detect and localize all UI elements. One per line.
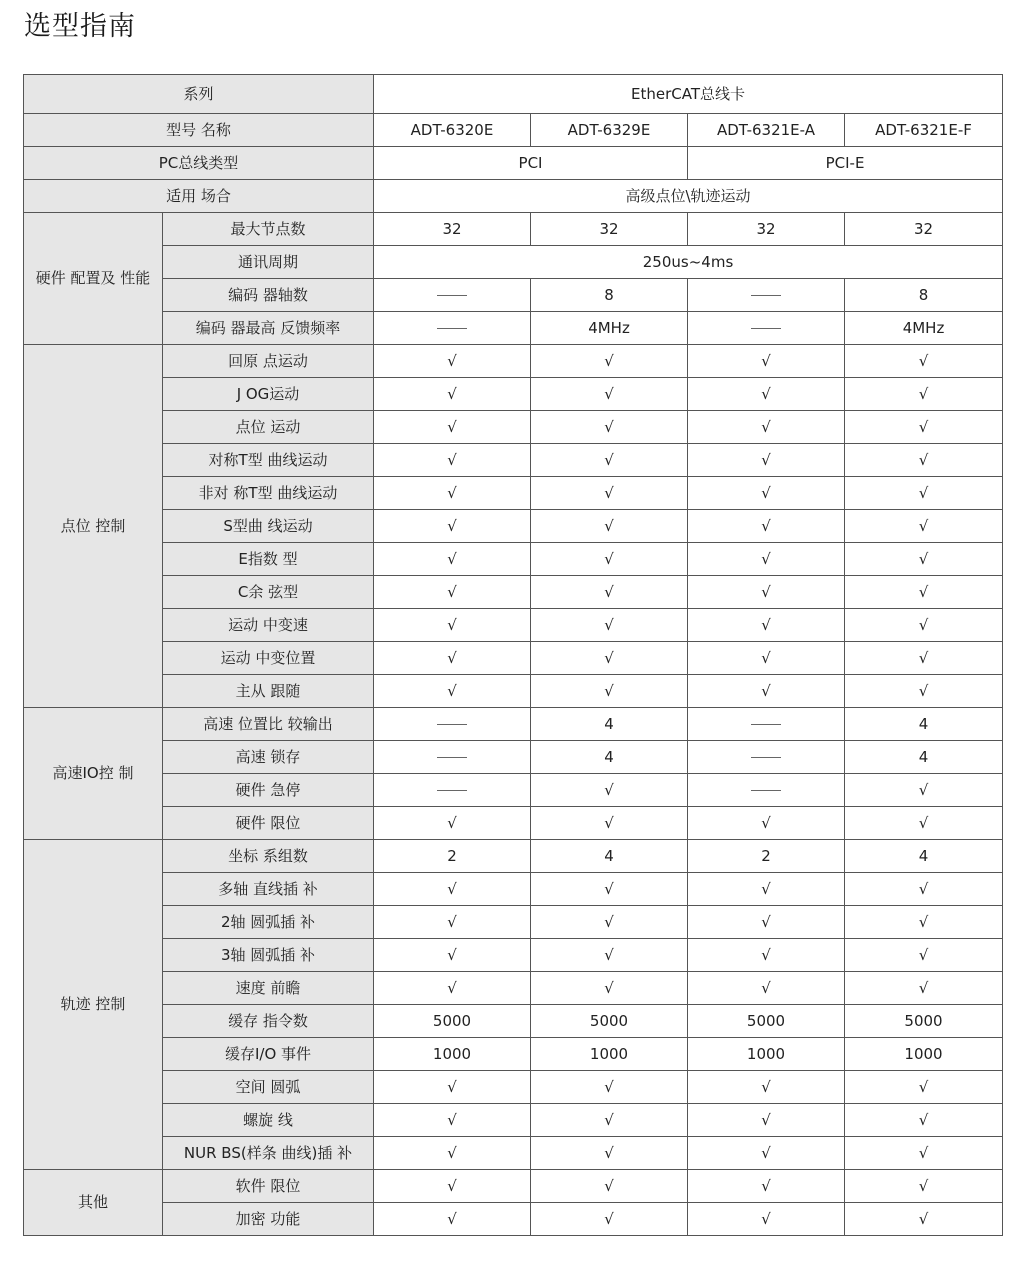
- feature-value: √: [688, 642, 845, 675]
- feature-value: √: [845, 510, 1003, 543]
- feature-label: 软件 限位: [163, 1170, 374, 1203]
- feature-label: 编码 器最高 反馈频率: [163, 312, 374, 345]
- application-label: 适用 场合: [24, 180, 374, 213]
- table-row: [24, 675, 1003, 708]
- feature-value: 4: [845, 840, 1003, 873]
- model-name: ADT-6320E: [374, 114, 531, 147]
- table-row: [24, 444, 1003, 477]
- feature-value: √: [374, 807, 531, 840]
- feature-value: √: [688, 1137, 845, 1170]
- application-value: 高级点位\轨迹运动: [374, 180, 1003, 213]
- feature-value: √: [374, 972, 531, 1005]
- table-row: [24, 774, 1003, 807]
- feature-value: 8: [531, 279, 688, 312]
- feature-label: 主从 跟随: [163, 675, 374, 708]
- table-row: [24, 741, 1003, 774]
- feature-value: [688, 741, 845, 774]
- model-label: 型号 名称: [24, 114, 374, 147]
- feature-label: 缓存 指令数: [163, 1005, 374, 1038]
- feature-value: √: [531, 807, 688, 840]
- table-row: [24, 642, 1003, 675]
- feature-value: √: [531, 378, 688, 411]
- dash-mark: [437, 757, 467, 758]
- feature-value: √: [845, 774, 1003, 807]
- feature-value: √: [688, 477, 845, 510]
- feature-value: √: [845, 477, 1003, 510]
- feature-value: √: [845, 873, 1003, 906]
- table-row: [24, 807, 1003, 840]
- feature-value: 2: [688, 840, 845, 873]
- feature-value: √: [531, 411, 688, 444]
- feature-label: 非对 称T型 曲线运动: [163, 477, 374, 510]
- feature-value: √: [845, 411, 1003, 444]
- feature-value: 250us~4ms: [374, 246, 1003, 279]
- feature-value: √: [688, 345, 845, 378]
- dash-mark: [751, 757, 781, 758]
- table-row: [24, 1038, 1003, 1071]
- feature-value: √: [531, 1071, 688, 1104]
- feature-value: √: [845, 345, 1003, 378]
- table-row: [24, 906, 1003, 939]
- model-name: ADT-6321E-A: [688, 114, 845, 147]
- dash-mark: [751, 790, 781, 791]
- feature-value: √: [374, 543, 531, 576]
- feature-value: √: [531, 972, 688, 1005]
- feature-value: [688, 279, 845, 312]
- table-row: [24, 147, 1003, 180]
- feature-value: √: [845, 807, 1003, 840]
- feature-value: √: [688, 543, 845, 576]
- feature-value: √: [374, 939, 531, 972]
- feature-value: √: [688, 510, 845, 543]
- table-row: [24, 873, 1003, 906]
- feature-value: √: [374, 1203, 531, 1236]
- feature-value: √: [845, 939, 1003, 972]
- feature-value: √: [374, 411, 531, 444]
- feature-value: √: [845, 1137, 1003, 1170]
- table-row: [24, 1170, 1003, 1203]
- feature-value: 1000: [374, 1038, 531, 1071]
- feature-value: √: [845, 1071, 1003, 1104]
- feature-value: 4: [531, 708, 688, 741]
- table-row: [24, 708, 1003, 741]
- group-label: 硬件 配置及 性能: [24, 213, 163, 345]
- feature-value: √: [845, 444, 1003, 477]
- feature-value: 4: [531, 741, 688, 774]
- feature-value: √: [374, 675, 531, 708]
- feature-value: 5000: [845, 1005, 1003, 1038]
- feature-value: 1000: [845, 1038, 1003, 1071]
- feature-label: 速度 前瞻: [163, 972, 374, 1005]
- feature-value: 4: [845, 708, 1003, 741]
- feature-value: √: [688, 972, 845, 1005]
- feature-value: √: [845, 378, 1003, 411]
- feature-value: √: [688, 1071, 845, 1104]
- feature-value: 4: [531, 840, 688, 873]
- feature-value: √: [531, 906, 688, 939]
- table-row: [24, 1137, 1003, 1170]
- feature-label: 回原 点运动: [163, 345, 374, 378]
- feature-value: √: [531, 444, 688, 477]
- dash-mark: [437, 295, 467, 296]
- feature-label: 加密 功能: [163, 1203, 374, 1236]
- feature-label: S型曲 线运动: [163, 510, 374, 543]
- table-row: [24, 114, 1003, 147]
- feature-label: 3轴 圆弧插 补: [163, 939, 374, 972]
- feature-value: √: [531, 477, 688, 510]
- model-name: ADT-6321E-F: [845, 114, 1003, 147]
- feature-value: [374, 741, 531, 774]
- feature-label: 缓存I/O 事件: [163, 1038, 374, 1071]
- feature-value: [374, 774, 531, 807]
- feature-value: √: [688, 444, 845, 477]
- feature-value: 5000: [531, 1005, 688, 1038]
- feature-label: E指数 型: [163, 543, 374, 576]
- table-row: [24, 477, 1003, 510]
- series-label: 系列: [24, 75, 374, 114]
- feature-value: 5000: [688, 1005, 845, 1038]
- feature-value: [688, 708, 845, 741]
- feature-value: √: [688, 1203, 845, 1236]
- feature-value: √: [374, 345, 531, 378]
- feature-value: √: [531, 642, 688, 675]
- table-row: [24, 576, 1003, 609]
- feature-value: √: [688, 576, 845, 609]
- table-row: [24, 1071, 1003, 1104]
- table-row: [24, 543, 1003, 576]
- feature-value: √: [688, 1170, 845, 1203]
- feature-value: √: [845, 1203, 1003, 1236]
- feature-value: √: [531, 774, 688, 807]
- table-row: [24, 609, 1003, 642]
- table-row: [24, 213, 1003, 246]
- feature-value: √: [531, 576, 688, 609]
- feature-value: √: [374, 1071, 531, 1104]
- dash-mark: [751, 328, 781, 329]
- feature-value: √: [845, 642, 1003, 675]
- feature-value: 4MHz: [531, 312, 688, 345]
- feature-value: √: [845, 1170, 1003, 1203]
- table-row: [24, 75, 1003, 114]
- feature-value: √: [845, 972, 1003, 1005]
- table-row: [24, 1203, 1003, 1236]
- table-row: [24, 972, 1003, 1005]
- feature-value: √: [374, 906, 531, 939]
- feature-value: √: [531, 1104, 688, 1137]
- selection-guide-table: [23, 74, 1003, 1236]
- feature-value: √: [531, 543, 688, 576]
- feature-label: 多轴 直线插 补: [163, 873, 374, 906]
- feature-value: √: [688, 906, 845, 939]
- feature-value: [374, 708, 531, 741]
- feature-value: √: [688, 1104, 845, 1137]
- table-row: [24, 312, 1003, 345]
- feature-value: √: [374, 477, 531, 510]
- feature-label: 坐标 系组数: [163, 840, 374, 873]
- table-row: [24, 180, 1003, 213]
- dash-mark: [751, 295, 781, 296]
- table-row: [24, 1104, 1003, 1137]
- feature-value: √: [374, 576, 531, 609]
- feature-value: √: [531, 1203, 688, 1236]
- table-row: [24, 345, 1003, 378]
- feature-value: √: [845, 1104, 1003, 1137]
- feature-value: √: [688, 378, 845, 411]
- feature-value: √: [688, 807, 845, 840]
- feature-value: 32: [845, 213, 1003, 246]
- feature-label: 最大节点数: [163, 213, 374, 246]
- table-row: [24, 246, 1003, 279]
- feature-label: C余 弦型: [163, 576, 374, 609]
- bus-label: PC总线类型: [24, 147, 374, 180]
- feature-value: √: [531, 939, 688, 972]
- feature-value: [688, 774, 845, 807]
- feature-label: 对称T型 曲线运动: [163, 444, 374, 477]
- feature-value: √: [845, 543, 1003, 576]
- feature-value: √: [531, 1137, 688, 1170]
- feature-label: 高速 位置比 较输出: [163, 708, 374, 741]
- feature-label: 运动 中变速: [163, 609, 374, 642]
- table-row: [24, 378, 1003, 411]
- feature-value: √: [531, 609, 688, 642]
- feature-value: 5000: [374, 1005, 531, 1038]
- feature-value: √: [688, 939, 845, 972]
- feature-value: √: [374, 1104, 531, 1137]
- feature-value: √: [374, 1137, 531, 1170]
- feature-value: [688, 312, 845, 345]
- feature-value: [374, 279, 531, 312]
- feature-value: √: [688, 609, 845, 642]
- feature-value: 32: [531, 213, 688, 246]
- feature-label: 空间 圆弧: [163, 1071, 374, 1104]
- feature-value: √: [374, 642, 531, 675]
- feature-label: 编码 器轴数: [163, 279, 374, 312]
- feature-value: 4: [845, 741, 1003, 774]
- feature-value: √: [374, 873, 531, 906]
- feature-value: √: [531, 510, 688, 543]
- table-row: [24, 279, 1003, 312]
- feature-value: 4MHz: [845, 312, 1003, 345]
- feature-label: 通讯周期: [163, 246, 374, 279]
- feature-label: 硬件 急停: [163, 774, 374, 807]
- group-label: 高速IO控 制: [24, 708, 163, 840]
- feature-label: J OG运动: [163, 378, 374, 411]
- dash-mark: [437, 328, 467, 329]
- feature-value: √: [374, 609, 531, 642]
- feature-value: √: [374, 444, 531, 477]
- feature-value: 1000: [688, 1038, 845, 1071]
- feature-value: √: [374, 1170, 531, 1203]
- feature-label: 2轴 圆弧插 补: [163, 906, 374, 939]
- feature-value: √: [688, 675, 845, 708]
- feature-value: √: [845, 576, 1003, 609]
- table-row: [24, 510, 1003, 543]
- dash-mark: [437, 724, 467, 725]
- model-name: ADT-6329E: [531, 114, 688, 147]
- feature-label: NUR BS(样条 曲线)插 补: [163, 1137, 374, 1170]
- feature-value: √: [531, 345, 688, 378]
- feature-value: 2: [374, 840, 531, 873]
- feature-value: √: [374, 510, 531, 543]
- feature-label: 运动 中变位置: [163, 642, 374, 675]
- group-label: 轨迹 控制: [24, 840, 163, 1170]
- dash-mark: [437, 790, 467, 791]
- feature-value: √: [688, 411, 845, 444]
- feature-value: √: [688, 873, 845, 906]
- feature-value: √: [845, 675, 1003, 708]
- feature-label: 硬件 限位: [163, 807, 374, 840]
- bus-value: PCI: [374, 147, 688, 180]
- feature-value: √: [531, 873, 688, 906]
- feature-value: √: [531, 1170, 688, 1203]
- table-row: [24, 939, 1003, 972]
- feature-label: 螺旋 线: [163, 1104, 374, 1137]
- series-value: EtherCAT总线卡: [374, 75, 1003, 114]
- feature-value: √: [531, 675, 688, 708]
- table-row: [24, 840, 1003, 873]
- feature-value: 32: [688, 213, 845, 246]
- page-title: 选型指南: [24, 11, 136, 42]
- group-label: 其他: [24, 1170, 163, 1236]
- group-label: 点位 控制: [24, 345, 163, 708]
- feature-value: [374, 312, 531, 345]
- dash-mark: [751, 724, 781, 725]
- table-row: [24, 1005, 1003, 1038]
- feature-value: √: [374, 378, 531, 411]
- table-row: [24, 411, 1003, 444]
- feature-value: 1000: [531, 1038, 688, 1071]
- feature-value: √: [845, 609, 1003, 642]
- feature-label: 点位 运动: [163, 411, 374, 444]
- feature-value: 8: [845, 279, 1003, 312]
- feature-value: √: [845, 906, 1003, 939]
- feature-value: 32: [374, 213, 531, 246]
- bus-value: PCI-E: [688, 147, 1003, 180]
- feature-label: 高速 锁存: [163, 741, 374, 774]
